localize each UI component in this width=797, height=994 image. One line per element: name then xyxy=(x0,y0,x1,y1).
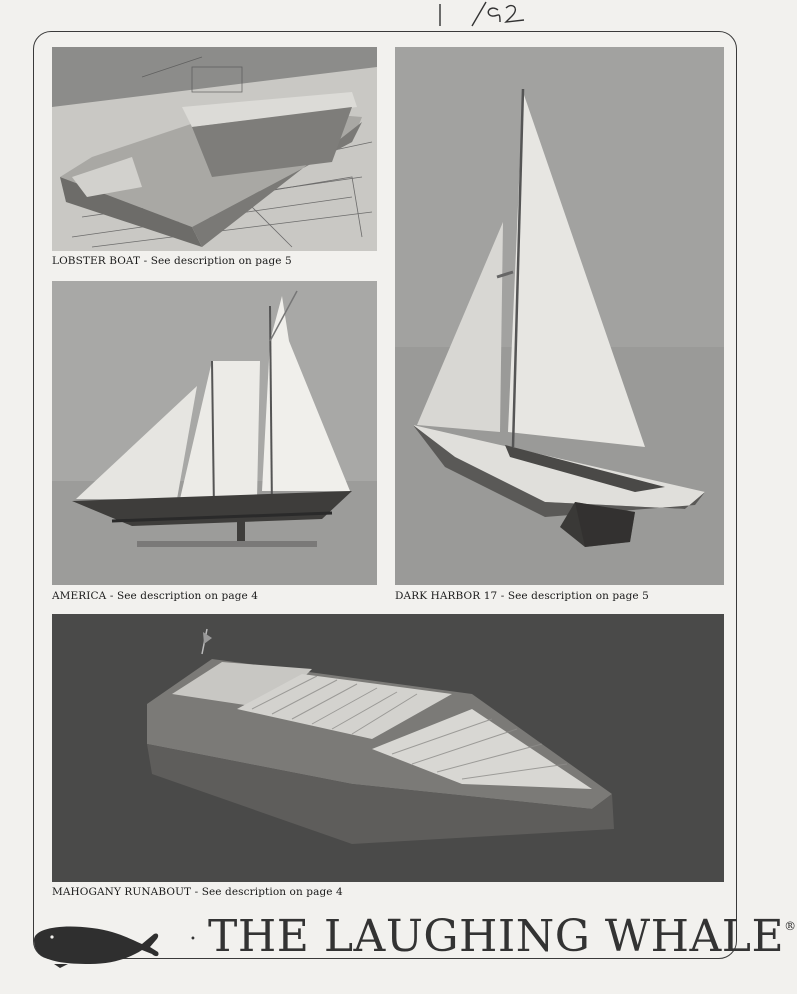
brand-name: THE LAUGHING WHALE xyxy=(208,911,785,962)
caption-description: See description on page 5 xyxy=(507,590,649,602)
caption-model-name: LOBSTER BOAT xyxy=(52,255,141,267)
america-caption xyxy=(52,590,258,602)
caption-separator: - xyxy=(143,255,148,267)
handwritten-note-text: 1/92 xyxy=(420,0,423,1)
america-photo xyxy=(52,281,377,585)
brand-title xyxy=(208,911,797,962)
caption-model-name: AMERICA xyxy=(52,590,107,602)
trademark-symbol: ® xyxy=(784,919,797,933)
dark-harbor-17-caption xyxy=(395,590,649,602)
caption-model-name: MAHOGANY RUNABOUT xyxy=(52,886,192,898)
caption-description: See description on page 4 xyxy=(201,886,343,898)
dark-harbor-17-photo xyxy=(395,47,724,585)
handwritten-note xyxy=(420,0,560,28)
lobster-boat-caption xyxy=(52,255,292,267)
mahogany-runabout-caption xyxy=(52,886,343,898)
caption-description: See description on page 4 xyxy=(116,590,259,602)
caption-description: See description on page 5 xyxy=(150,255,292,267)
caption-model-name: DARK HARBOR 17 xyxy=(395,590,498,602)
brand-bullet: • xyxy=(190,934,196,945)
caption-separator: - xyxy=(109,590,114,602)
lobster-boat-photo xyxy=(52,47,377,251)
caption-separator: - xyxy=(500,590,505,602)
caption-separator: - xyxy=(194,886,199,898)
mahogany-runabout-photo xyxy=(52,614,724,882)
whale-icon xyxy=(32,920,162,968)
brand-footer xyxy=(30,905,797,967)
